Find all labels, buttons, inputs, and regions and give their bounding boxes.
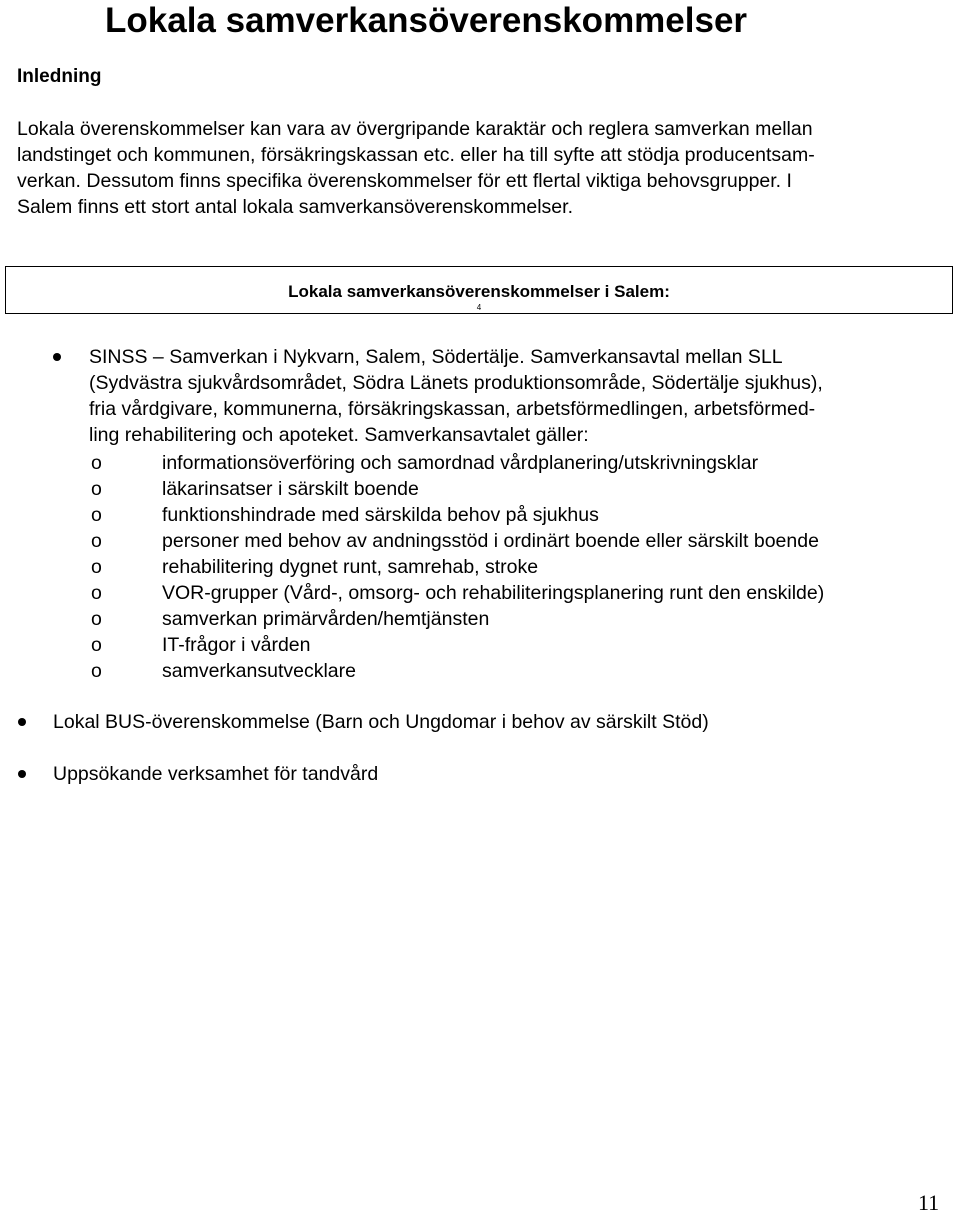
sub-list-item-text: samverkan primärvården/hemtjänsten — [162, 608, 490, 630]
circle-marker-icon: o — [91, 582, 102, 604]
circle-marker-icon: o — [91, 452, 102, 474]
circle-marker-icon: o — [91, 478, 102, 500]
list-item-dental: Uppsökande verksamhet för tandvård — [53, 763, 379, 785]
section-heading: Inledning — [17, 66, 102, 87]
circle-marker-icon: o — [91, 504, 102, 526]
sub-list-item-text: rehabilitering dygnet runt, samrehab, stroke — [162, 556, 539, 578]
agreements-heading: Lokala samverkansöverenskommelser i Salem: — [288, 282, 670, 301]
sub-list-item-text: informationsöverföring och samordnad vårdplanering/utskrivningsklar — [162, 452, 759, 474]
sub-list-item-text: VOR-grupper (Vård-, omsorg- och rehabiliteringsplanering runt den enskilde) — [162, 582, 825, 604]
circle-marker-icon: o — [91, 556, 102, 578]
sinss-line: SINSS – Samverkan i Nykvarn, Salem, Södertälje. Samverkansavtal mellan SLL — [89, 346, 783, 368]
intro-line: Lokala överenskommelser kan vara av övergripande karaktär och reglera samverkan mellan — [17, 118, 813, 140]
bullet-icon — [18, 770, 26, 778]
list-item-sinss — [89, 344, 823, 448]
circle-marker-icon: o — [91, 660, 102, 682]
sinss-line: (Sydvästra sjukvårdsområdet, Södra Länets produktionsområde, Södertälje sjukhus), — [89, 372, 823, 394]
intro-line: landstinget och kommunen, försäkringskassan etc. eller ha till syfte att stödja producentsam- — [17, 144, 815, 166]
sub-list-item-text: läkarinsatser i särskilt boende — [162, 478, 419, 500]
intro-paragraph — [17, 116, 947, 220]
intro-line: Salem finns ett stort antal lokala samverkansöverenskommelser. — [17, 196, 573, 218]
page-number: 11 — [918, 1190, 940, 1215]
intro-line: verkan. Dessutom finns specifika överenskommelser för ett flertal viktiga behovsgrupper. I — [17, 170, 792, 192]
bullet-icon — [18, 718, 26, 726]
circle-marker-icon: o — [91, 530, 102, 552]
list-item-bus: Lokal BUS-överenskommelse (Barn och Ungdomar i behov av särskilt Stöd) — [53, 711, 709, 733]
circle-marker-icon: o — [91, 634, 102, 656]
agreements-heading-box — [5, 266, 953, 314]
sub-list-item-text: samverkansutvecklare — [162, 660, 356, 682]
sub-list-item-text: personer med behov av andningsstöd i ordinärt boende eller särskilt boende — [162, 530, 819, 552]
sub-list-item-text: IT-frågor i vården — [162, 634, 311, 656]
document-title: Lokala samverkansöverenskommelser — [105, 1, 748, 40]
bullet-icon — [53, 353, 61, 361]
sinss-line: ling rehabilitering och apoteket. Samverkansavtalet gäller: — [89, 424, 589, 446]
sub-list-item-text: funktionshindrade med särskilda behov på sjukhus — [162, 504, 599, 526]
footnote-mark: 4 — [476, 303, 482, 312]
circle-marker-icon: o — [91, 608, 102, 630]
sinss-line: fria vårdgivare, kommunerna, försäkringskassan, arbetsförmedlingen, arbetsförmed- — [89, 398, 816, 420]
